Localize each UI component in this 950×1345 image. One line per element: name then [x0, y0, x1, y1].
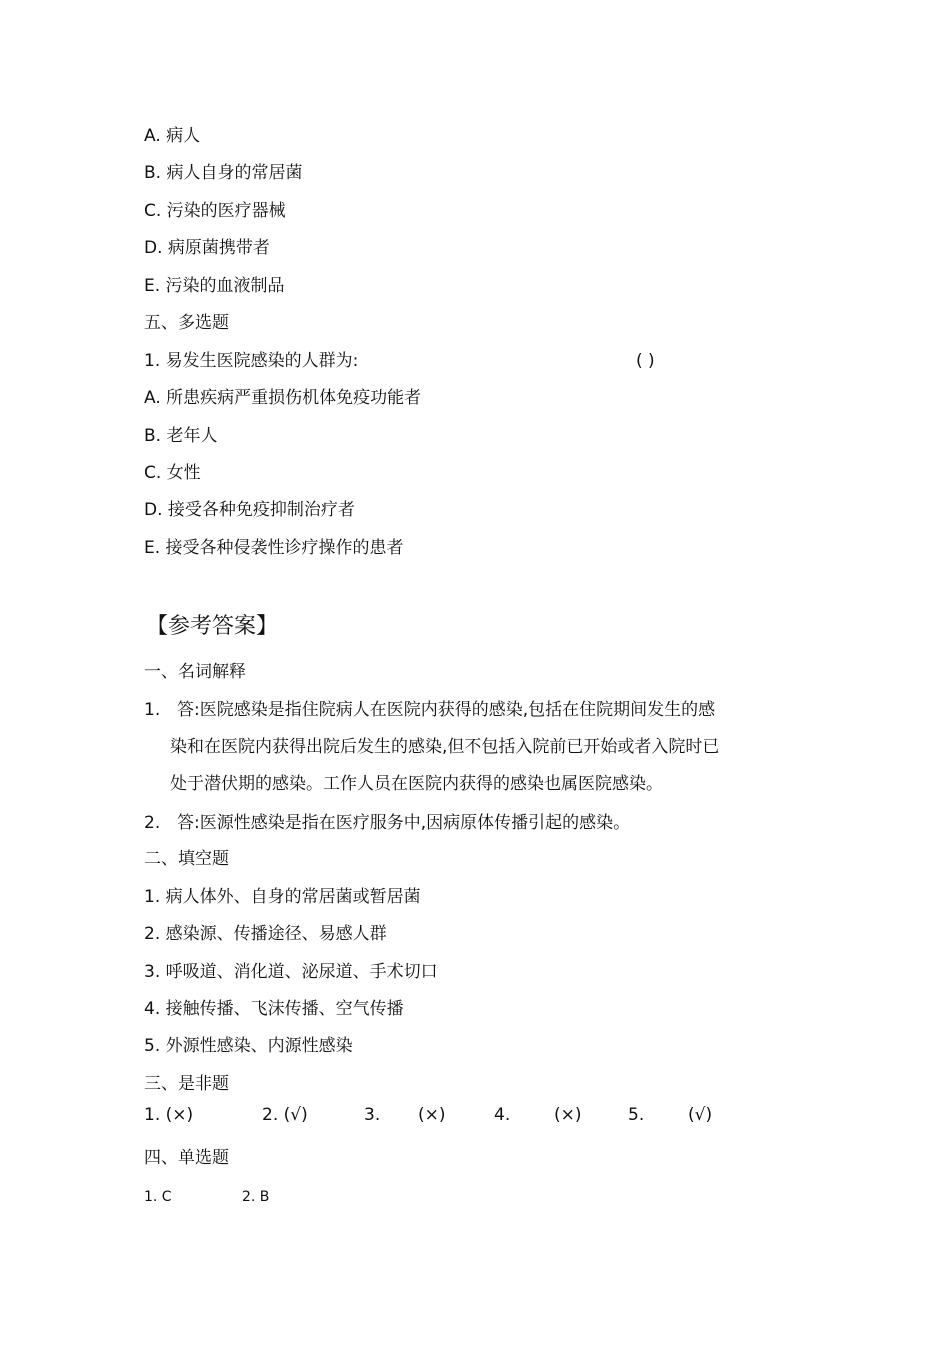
answer-line: 处于潜伏期的感染。工作人员在医院内获得的感染也属医院感染。 [170, 774, 663, 794]
option-b: B. 病人自身的常居菌 [144, 163, 303, 183]
option-c: C. 污染的医疗器械 [144, 201, 286, 221]
answer-line: 答:医院感染是指住院病人在医院内获得的感染,包括在住院期间发生的感 [177, 700, 716, 720]
option-a: A. 病人 [144, 126, 201, 146]
true-false-answer: 1. (×) [144, 1105, 194, 1125]
true-false-answer: 4. [494, 1105, 511, 1125]
true-false-answer: 2. (√) [262, 1105, 308, 1125]
fill-answer: 1. 病人体外、自身的常居菌或暂居菌 [144, 887, 421, 907]
question-1: 1. 易发生医院感染的人群为: [144, 351, 359, 371]
answer-line: 染和在医院内获得出院后发生的感染,但不包括入院前已开始或者入院时已 [170, 737, 720, 757]
section-title: 四、单选题 [144, 1148, 229, 1168]
answer-number: 2. [144, 813, 161, 833]
option-d: D. 接受各种免疫抑制治疗者 [144, 500, 355, 520]
fill-answer: 5. 外源性感染、内源性感染 [144, 1036, 353, 1056]
fill-answer: 3. 呼吸道、消化道、泌尿道、手术切口 [144, 962, 438, 982]
answers-heading: 【参考答案】 [146, 614, 279, 639]
fill-answer: 4. 接触传播、飞沫传播、空气传播 [144, 999, 404, 1019]
true-false-answer: 5. [628, 1105, 645, 1125]
option-e: E. 污染的血液制品 [144, 276, 285, 296]
option-b: B. 老年人 [144, 426, 218, 446]
answer-number: 1. [144, 700, 161, 720]
true-false-answer: (×) [554, 1105, 582, 1125]
answer-blank: ( ) [636, 351, 655, 371]
true-false-answer: 3. [364, 1105, 381, 1125]
fill-answer: 2. 感染源、传播途径、易感人群 [144, 924, 387, 944]
option-c: C. 女性 [144, 463, 201, 483]
answer-line: 答:医源性感染是指在医疗服务中,因病原体传播引起的感染。 [177, 813, 631, 833]
true-false-answer: (×) [418, 1105, 446, 1125]
section-title: 三、是非题 [144, 1074, 229, 1094]
true-false-answer: (√) [688, 1105, 713, 1125]
section-title: 一、名词解释 [144, 662, 246, 682]
option-d: D. 病原菌携带者 [144, 238, 270, 258]
section-title: 二、填空题 [144, 849, 229, 869]
single-choice-answer: 2. B [242, 1189, 270, 1205]
option-a: A. 所患疾病严重损伤机体免疫功能者 [144, 388, 422, 408]
single-choice-answer: 1. C [144, 1189, 172, 1205]
section-title: 五、多选题 [144, 313, 229, 333]
option-e: E. 接受各种侵袭性诊疗操作的患者 [144, 538, 404, 558]
